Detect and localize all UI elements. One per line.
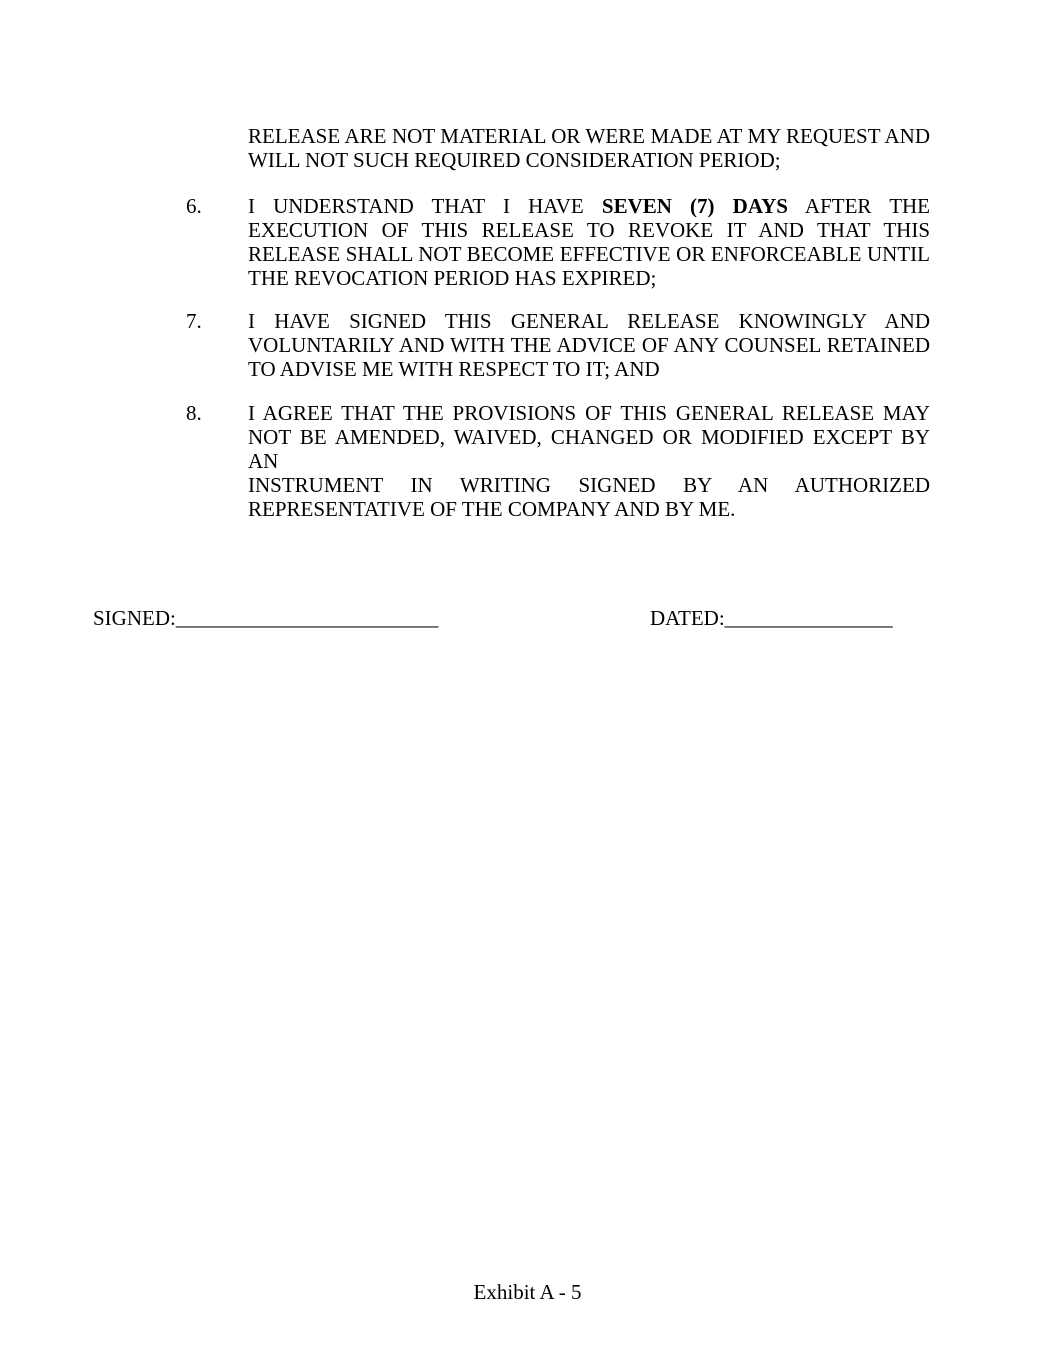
page-footer: Exhibit A - 5 xyxy=(473,1280,582,1304)
item-8-paragraph xyxy=(248,401,930,521)
continuation-line: WILL NOT SUCH REQUIRED CONSIDERATION PERIOD; xyxy=(248,148,781,172)
item-line: I HAVE SIGNED THIS GENERAL RELEASE KNOWINGLY AND xyxy=(248,309,930,333)
item-text: I UNDERSTAND THAT I HAVE xyxy=(248,194,584,218)
item-line: INSTRUMENT IN WRITING SIGNED BY AN AUTHORIZED xyxy=(248,473,930,497)
item-7-paragraph xyxy=(248,309,930,381)
item-line xyxy=(248,194,930,218)
item-line: VOLUNTARILY AND WITH THE ADVICE OF ANY COUNSEL RETAINED xyxy=(248,333,930,357)
item-number: 7. xyxy=(186,309,202,333)
item-line: REPRESENTATIVE OF THE COMPANY AND BY ME. xyxy=(248,497,736,521)
item-line: NOT BE AMENDED, WAIVED, CHANGED OR MODIFIED EXCEPT BY AN xyxy=(248,425,930,473)
signed-line[interactable]: SIGNED:_________________________ xyxy=(93,606,439,630)
item-line: THE REVOCATION PERIOD HAS EXPIRED; xyxy=(248,266,657,290)
item-text: AFTER THE xyxy=(804,194,931,218)
continuation-line: RELEASE ARE NOT MATERIAL OR WERE MADE AT MY REQUEST AND xyxy=(248,124,930,148)
item-line: TO ADVISE ME WITH RESPECT TO IT; AND xyxy=(248,357,660,381)
item-line: EXECUTION OF THIS RELEASE TO REVOKE IT AND THAT THIS xyxy=(248,218,930,242)
item-line: RELEASE SHALL NOT BECOME EFFECTIVE OR ENFORCEABLE UNTIL xyxy=(248,242,930,266)
item-line: I AGREE THAT THE PROVISIONS OF THIS GENERAL RELEASE MAY xyxy=(248,401,930,425)
item-bold-text: SEVEN (7) DAYS xyxy=(601,194,788,218)
continuation-paragraph xyxy=(248,124,930,172)
item-number: 8. xyxy=(186,401,202,425)
dated-line[interactable]: DATED:________________ xyxy=(650,606,893,630)
item-number: 6. xyxy=(186,194,202,218)
item-6-paragraph xyxy=(248,194,930,290)
